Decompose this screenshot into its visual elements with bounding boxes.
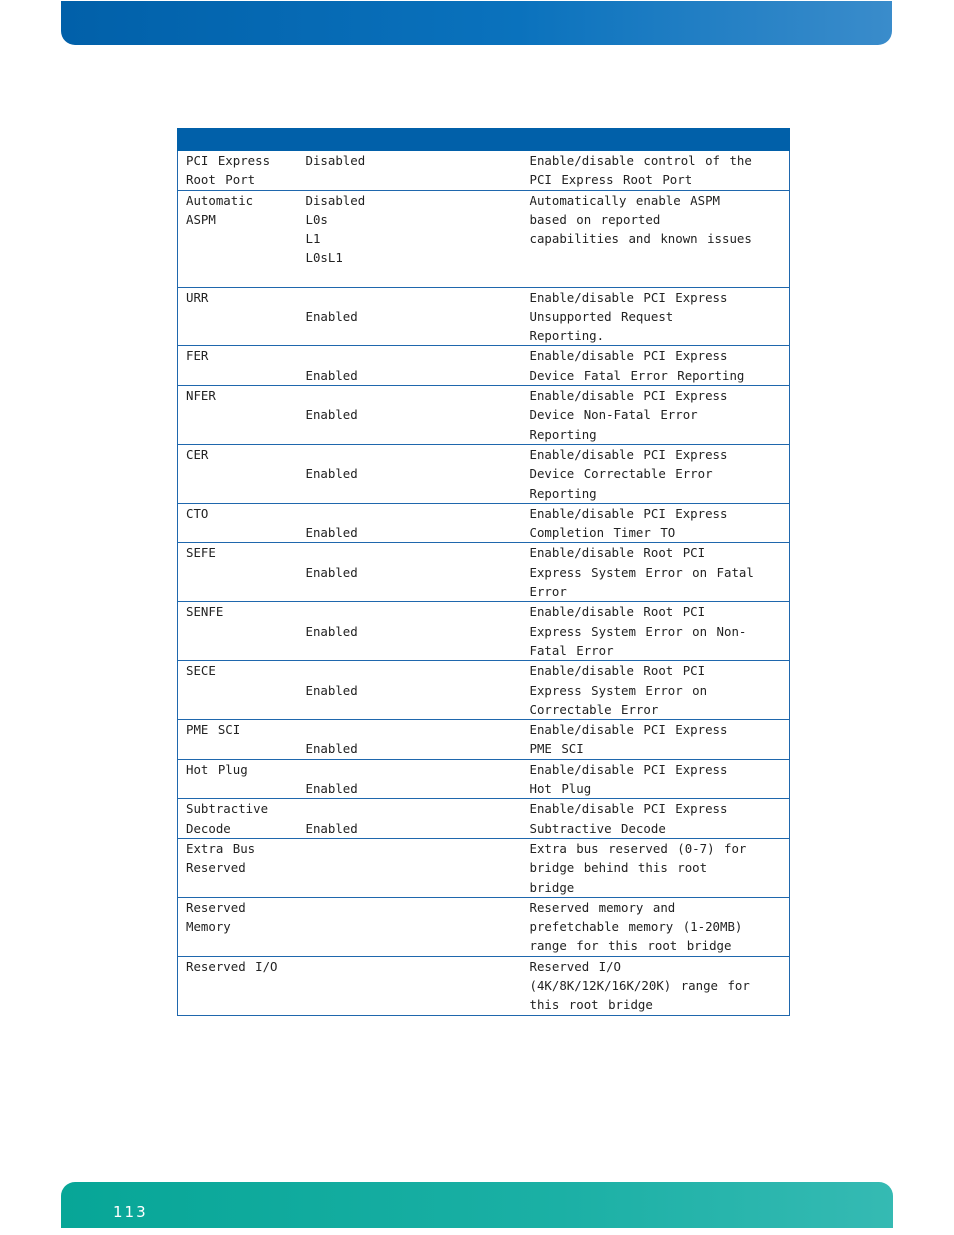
header-options xyxy=(298,129,522,151)
table-row xyxy=(178,287,790,346)
table-row xyxy=(178,838,790,897)
setting-description: Enable/disable Root PCI Express System Error on Correctable Error xyxy=(522,661,790,720)
setting-name: Automatic ASPM xyxy=(178,190,298,287)
header-description xyxy=(522,129,790,151)
table-row xyxy=(178,720,790,760)
setting-options: Enabled xyxy=(298,444,522,503)
setting-options: Enabled xyxy=(298,543,522,602)
page-number: 113 xyxy=(113,1203,148,1221)
table-row xyxy=(178,799,790,839)
setting-description: Enable/disable PCI Express Device Correctable Error Reporting xyxy=(522,444,790,503)
setting-name: CER xyxy=(178,444,298,503)
table-row xyxy=(178,897,790,956)
setting-description: Enable/disable PCI Express Unsupported Request Reporting. xyxy=(522,287,790,346)
setting-options: Enabled xyxy=(298,346,522,386)
table-row xyxy=(178,151,790,191)
setting-description: Enable/disable PCI Express Hot Plug xyxy=(522,759,790,799)
setting-description: Enable/disable control of the PCI Express Root Port xyxy=(522,151,790,191)
setting-name: FER xyxy=(178,346,298,386)
setting-options: Enabled xyxy=(298,386,522,445)
setting-options xyxy=(298,838,522,897)
table-row xyxy=(178,543,790,602)
setting-name: NFER xyxy=(178,386,298,445)
setting-description: Enable/disable PCI Express PME SCI xyxy=(522,720,790,760)
setting-name: CTO xyxy=(178,503,298,543)
setting-options: Enabled xyxy=(298,799,522,839)
setting-options: Enabled xyxy=(298,287,522,346)
setting-options: Disabled xyxy=(298,151,522,191)
setting-name: PME SCI xyxy=(178,720,298,760)
setting-options xyxy=(298,897,522,956)
table-row xyxy=(178,759,790,799)
setting-description: Reserved I/O (4K/8K/12K/16K/20K) range for this root bridge xyxy=(522,956,790,1015)
table-row xyxy=(178,444,790,503)
table-row xyxy=(178,661,790,720)
table-row xyxy=(178,503,790,543)
setting-name: PCI Express Root Port xyxy=(178,151,298,191)
setting-options: Disabled L0s L1 L0sL1 xyxy=(298,190,522,287)
table-row xyxy=(178,386,790,445)
setting-name: Reserved I/O xyxy=(178,956,298,1015)
setting-description: Extra bus reserved (0-7) for bridge behind this root bridge xyxy=(522,838,790,897)
table-header-row xyxy=(178,129,790,151)
top-banner xyxy=(61,1,892,45)
setting-name: SEFE xyxy=(178,543,298,602)
setting-options: Enabled xyxy=(298,602,522,661)
table-row xyxy=(178,602,790,661)
setting-name: URR xyxy=(178,287,298,346)
setting-name: SENFE xyxy=(178,602,298,661)
setting-description: Enable/disable Root PCI Express System Error on Fatal Error xyxy=(522,543,790,602)
setting-name: SECE xyxy=(178,661,298,720)
setting-description: Reserved memory and prefetchable memory (1-20MB) range for this root bridge xyxy=(522,897,790,956)
setting-description: Enable/disable PCI Express Device Non-Fatal Error Reporting xyxy=(522,386,790,445)
table-row xyxy=(178,956,790,1015)
bottom-banner xyxy=(61,1182,893,1228)
setting-description: Enable/disable PCI Express Subtractive Decode xyxy=(522,799,790,839)
setting-options: Enabled xyxy=(298,503,522,543)
setting-name: Hot Plug xyxy=(178,759,298,799)
setting-description: Automatically enable ASPM based on reported capabilities and known issues xyxy=(522,190,790,287)
setting-description: Enable/disable PCI Express Device Fatal Error Reporting xyxy=(522,346,790,386)
setting-options: Enabled xyxy=(298,759,522,799)
table-row xyxy=(178,346,790,386)
setting-description: Enable/disable Root PCI Express System Error on Non- Fatal Error xyxy=(522,602,790,661)
header-feature xyxy=(178,129,298,151)
setting-name: Reserved Memory xyxy=(178,897,298,956)
setting-name: Subtractive Decode xyxy=(178,799,298,839)
setting-options: Enabled xyxy=(298,720,522,760)
setting-options xyxy=(298,956,522,1015)
setting-name: Extra Bus Reserved xyxy=(178,838,298,897)
setting-description: Enable/disable PCI Express Completion Timer TO xyxy=(522,503,790,543)
setting-options: Enabled xyxy=(298,661,522,720)
table-row xyxy=(178,190,790,287)
settings-table xyxy=(177,128,790,1016)
